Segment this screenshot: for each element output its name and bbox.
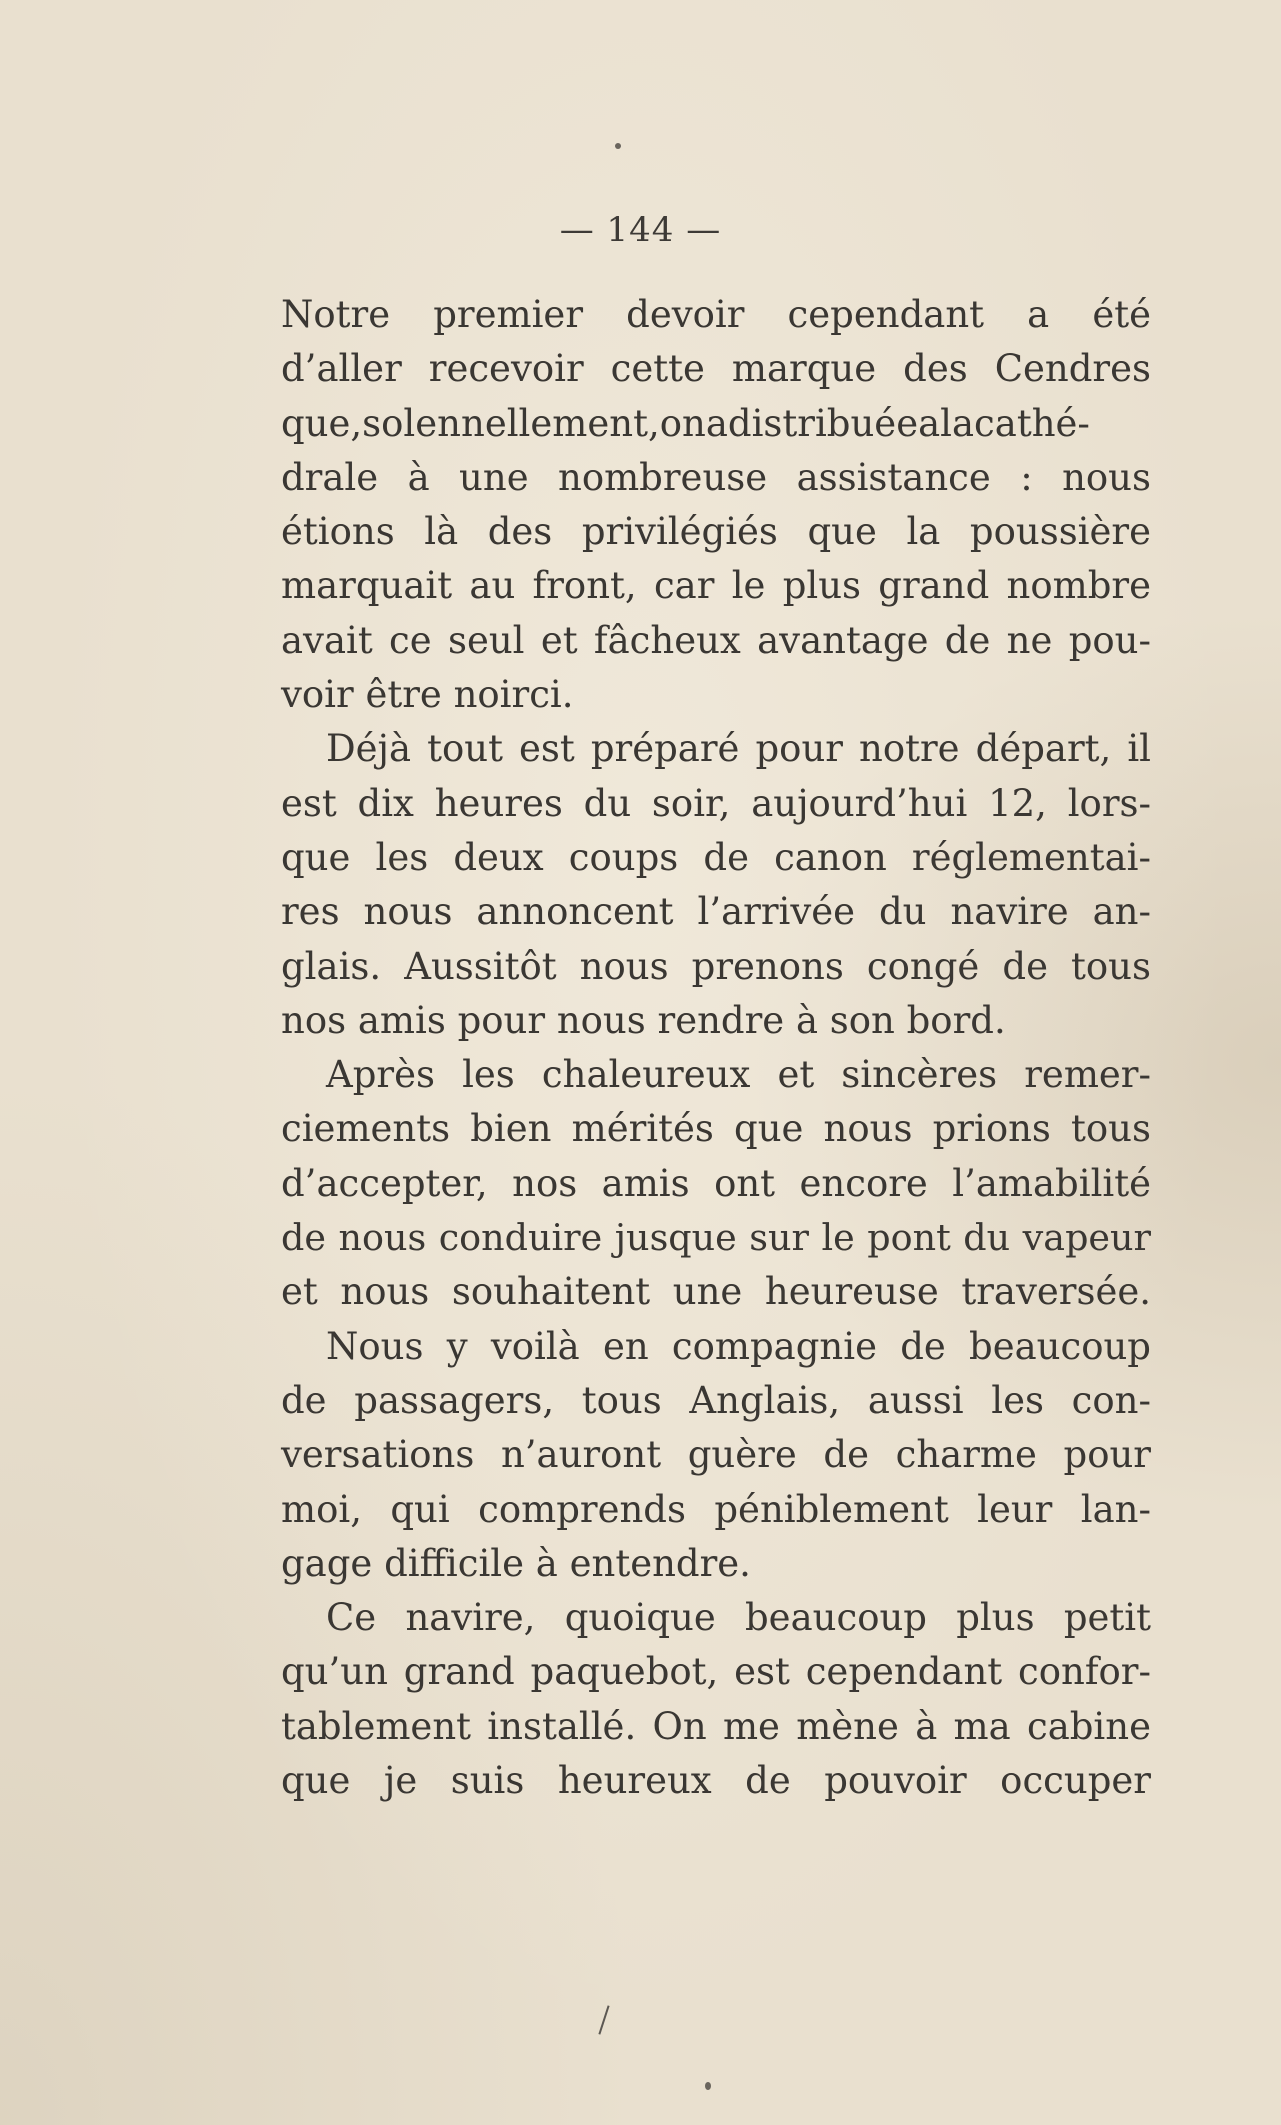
text-line: tablement installé. On me mène à ma cabine [281, 1704, 1151, 1748]
text-line: glais. Aussitôt nous prenons congé de tous [281, 944, 1151, 988]
text-line: drale à une nombreuse assistance : nous [281, 455, 1151, 499]
text-line: que je suis heureux de pouvoir occuper [281, 1759, 1151, 1803]
text-line: versations n’auront guère de charme pour [281, 1433, 1151, 1477]
page-number: — 144 — [559, 210, 722, 250]
text-line: d’accepter, nos amis ont encore l’amabilité [281, 1161, 1151, 1205]
text-line: avait ce seul et fâcheux avantage de ne pou- [281, 618, 1151, 662]
text-line: et nous souhaitent une heureuse traversée. [281, 1270, 1151, 1314]
text-line: Notre premier devoir cependant a été [281, 293, 1151, 336]
text-line: est dix heures du soir, aujourd’hui 12, lors- [281, 781, 1151, 825]
text-line: étions là des privilégiés que la poussière [281, 510, 1151, 554]
paper-mark [598, 2005, 609, 2034]
text-line: Ce navire, quoique beaucoup plus petit [326, 1596, 1151, 1640]
text-line: marquait au front, car le plus grand nombre [281, 564, 1151, 608]
text-line: qu’un grand paquebot, est cependant confor- [281, 1650, 1151, 1694]
text-line: d’aller recevoir cette marque des Cendres [281, 347, 1151, 391]
text-line: de nous conduire jusque sur le pont du vapeur [281, 1216, 1151, 1260]
text-line: Nous y voilà en compagnie de beaucoup [326, 1324, 1151, 1368]
paper-speck [705, 2082, 711, 2090]
text-line: de passagers, tous Anglais, aussi les con- [281, 1378, 1151, 1422]
text-line: Déjà tout est préparé pour notre départ, il [326, 727, 1151, 771]
text-line: voir être noirci. [281, 673, 574, 717]
paper-speck [615, 143, 621, 149]
text-line: gage difficile à entendre. [281, 1541, 751, 1585]
text-line: moi, qui comprends péniblement leur lan- [281, 1487, 1151, 1531]
text-line: que les deux coups de canon réglementai- [281, 835, 1151, 879]
body-text [281, 288, 1151, 1808]
text-line: ciements bien mérités que nous prions tous [281, 1107, 1151, 1151]
text-line: nos amis pour nous rendre à son bord. [281, 998, 1006, 1042]
text-line: res nous annoncent l’arrivée du navire an- [281, 890, 1151, 934]
text-line: Après les chaleureux et sincères remer- [326, 1053, 1151, 1097]
text-line: que,solennellement,onadistribuéealacathé- [281, 401, 1090, 445]
